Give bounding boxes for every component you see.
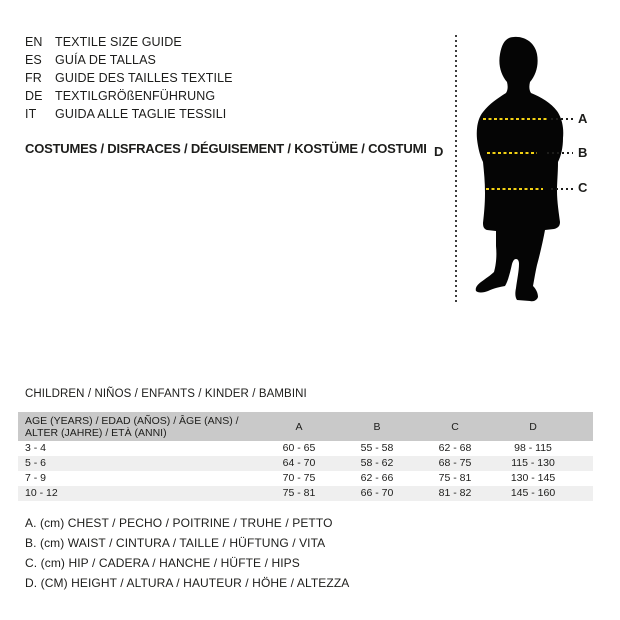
legend-chest: A. (cm) CHEST / PECHO / POITRINE / TRUHE / PETTO [25,516,333,530]
value-cell-a: 60 - 65 [282,442,316,454]
legend-height: D. (CM) HEIGHT / ALTURA / HAUTEUR / HÖHE / ALTEZZA [25,576,350,590]
height-dotted-line [455,35,457,305]
column-header-d: D [494,412,572,441]
lang-code: ES [25,53,42,67]
value-cell-c: 75 - 81 [438,472,472,484]
lang-row-it [25,105,233,123]
age-cell: 7 - 9 [25,472,47,484]
age-header-line2: ALTER (JAHRE) / ETÀ (ANNI) [25,426,167,439]
lang-row-en [25,33,233,51]
age-cell: 5 - 6 [18,456,260,471]
table-header-row [18,412,593,441]
value-cell-a: 70 - 75 [282,472,316,484]
lang-row-es [25,51,233,69]
measurement-legend [25,513,349,593]
legend-waist: B. (cm) WAIST / CINTURA / TAILLE / HÜFTUNG / VITA [25,536,326,550]
column-header-b: B [338,412,416,441]
measure-label-a: A [578,111,588,126]
column-header-c: C [416,412,494,441]
measure-label-d: D [434,144,444,159]
lang-row-fr [25,69,233,87]
chest-connector-line [551,118,573,120]
hip-measure-line [486,188,543,190]
column-header-a: A [260,412,338,441]
waist-measure-line [487,152,537,154]
value-cell-c: 68 - 75 [416,456,494,471]
header-spacer [572,412,593,441]
age-cell: 10 - 12 [18,486,260,501]
value-cell-b: 55 - 58 [360,442,394,454]
value-cell-d: 115 - 130 [494,456,572,471]
age-header-line1: AGE (YEARS) / EDAD (AÑOS) / ÂGE (ANS) / [25,414,239,427]
table-row [18,456,593,471]
lang-label: GUIDA ALLE TAGLIE TESSILI [55,107,227,121]
legend-hip: C. (cm) HIP / CADERA / HANCHE / HÜFTE / HIPS [25,556,300,570]
row-spacer [572,456,593,471]
lang-label: TEXTILE SIZE GUIDE [55,35,182,49]
row-spacer [572,441,593,456]
hip-connector-line [551,188,573,190]
table-row [18,486,593,501]
age-column-header [18,412,260,441]
value-cell-c: 62 - 68 [438,442,472,454]
value-cell-a: 75 - 81 [260,486,338,501]
value-cell-b: 66 - 70 [338,486,416,501]
value-cell-d: 145 - 160 [494,486,572,501]
lang-code: IT [25,107,37,121]
lang-label: GUIDE DES TAILLES TEXTILE [55,71,233,85]
section-title-children: CHILDREN / NIÑOS / ENFANTS / KINDER / BAMBINI [25,388,307,400]
measure-label-b: B [578,145,588,160]
value-cell-c: 81 - 82 [416,486,494,501]
lang-code: EN [25,35,43,49]
size-table [18,412,593,501]
lang-label: TEXTILGRÖßENFÜHRUNG [55,89,216,103]
table-row [18,441,593,456]
row-spacer [572,471,593,486]
chest-measure-line [483,118,548,120]
table-row [18,471,593,486]
value-cell-b: 62 - 66 [360,472,394,484]
lang-label: GUÍA DE TALLAS [55,53,156,67]
value-cell-b: 58 - 62 [338,456,416,471]
value-cell-a: 64 - 70 [260,456,338,471]
waist-connector-line [547,152,573,154]
value-cell-d: 130 - 145 [510,472,556,484]
row-spacer [572,486,593,501]
language-list [25,33,233,123]
lang-code: FR [25,71,42,85]
measure-label-c: C [578,180,588,195]
child-silhouette [468,35,568,305]
category-title: COSTUMES / DISFRACES / DÉGUISEMENT / KOSTÜME / COSTUMI [25,141,427,156]
age-cell: 3 - 4 [25,442,47,454]
value-cell-d: 98 - 115 [514,442,552,454]
lang-code: DE [25,89,43,103]
lang-row-de [25,87,233,105]
